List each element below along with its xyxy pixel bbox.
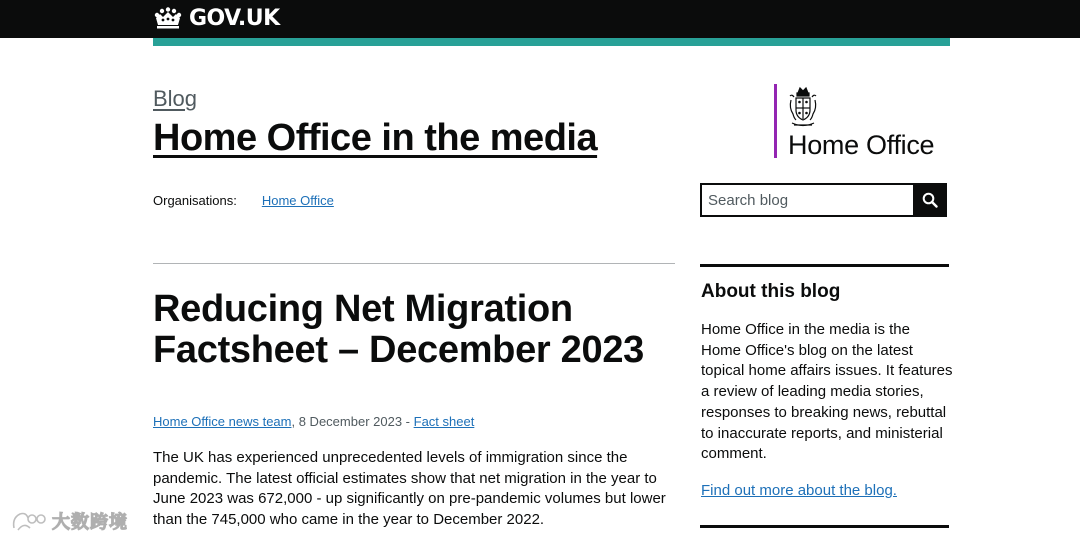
search-input[interactable] bbox=[700, 183, 913, 217]
organisations-label: Organisations: bbox=[153, 193, 237, 208]
meta-separator: , bbox=[291, 414, 299, 429]
department-colour-rule bbox=[774, 84, 777, 158]
sidebar-bottom-rule bbox=[700, 525, 949, 528]
royal-crest-icon bbox=[788, 84, 818, 130]
meta-separator: - bbox=[402, 414, 414, 429]
sidebar-top-rule bbox=[700, 264, 949, 267]
watermark bbox=[10, 508, 128, 534]
organisations-row bbox=[153, 193, 334, 208]
organisation-link-home-office[interactable]: Home Office bbox=[261, 193, 334, 208]
govuk-home-link[interactable] bbox=[153, 4, 280, 32]
article-body: The UK has experienced unprecedented levels of immigration since the pandemic. The latest official estimates show that net migration in the year to June 2023 was 672,000 - up significantly on pre-pandemic volumes but lower than the 745,000 who came in the year to December 2022. bbox=[153, 449, 666, 529]
article-title: Reducing Net Migration Factsheet – December 2023 bbox=[153, 288, 645, 371]
article-category-link[interactable]: Fact sheet bbox=[413, 414, 475, 429]
watermark-logo-icon bbox=[10, 508, 48, 534]
home-office-logo-text: Home Office bbox=[788, 130, 935, 160]
content-divider bbox=[153, 263, 675, 264]
about-blog-text: Home Office in the media is the Home Office's blog on the latest topical home affairs issues. It features a review of leading media stories, responses to breaking news, rebuttal to inaccurate reports, and ministerial comment. bbox=[701, 321, 953, 463]
search-icon bbox=[922, 192, 938, 208]
home-office-logo bbox=[774, 84, 950, 160]
crown-icon bbox=[153, 7, 183, 29]
blog-breadcrumb-link[interactable]: Blog bbox=[153, 86, 198, 111]
blog-title-link[interactable]: Home Office in the media bbox=[153, 117, 598, 159]
article-meta bbox=[153, 414, 474, 429]
search-form bbox=[700, 183, 947, 217]
article-date: 8 December 2023 bbox=[298, 414, 403, 429]
article-author-link[interactable]: Home Office news team bbox=[153, 414, 292, 429]
govuk-logo-text: GOV.UK bbox=[189, 5, 280, 31]
header-accent-bar bbox=[153, 38, 950, 46]
search-button[interactable] bbox=[913, 183, 947, 217]
about-blog-link[interactable]: Find out more about the blog. bbox=[701, 482, 897, 499]
about-blog-heading: About this blog bbox=[701, 281, 841, 302]
watermark-text: 大数跨境 bbox=[52, 512, 128, 533]
govuk-header bbox=[0, 0, 1080, 38]
